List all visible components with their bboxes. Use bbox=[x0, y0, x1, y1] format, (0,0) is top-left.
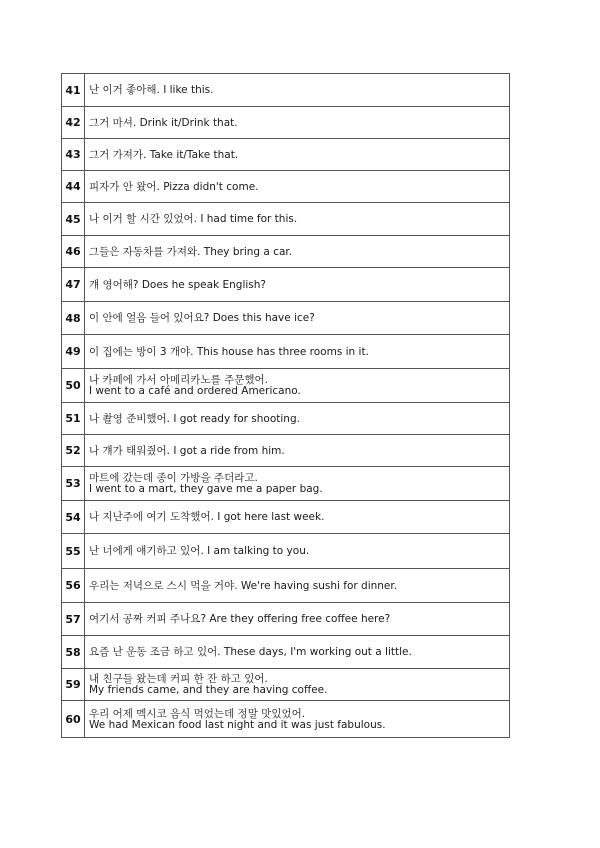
table-row bbox=[62, 335, 510, 369]
sentence-line: 나 이거 할 시간 있었어. I had time for this. bbox=[89, 213, 298, 225]
sentence-table-body bbox=[62, 74, 510, 738]
table-row bbox=[62, 369, 510, 403]
row-number: 55 bbox=[62, 534, 85, 569]
sentence-cell bbox=[85, 302, 510, 335]
row-number: 45 bbox=[62, 203, 85, 236]
table-row bbox=[62, 701, 510, 738]
row-number: 58 bbox=[62, 636, 85, 669]
sentence-line: 내 친구들 왔는데 커피 한 잔 하고 있어. bbox=[89, 673, 268, 685]
table-row bbox=[62, 669, 510, 701]
sentence-cell bbox=[85, 569, 510, 603]
row-number: 42 bbox=[62, 107, 85, 139]
sentence-line: 여기서 공짜 커피 주나요? Are they offering free coffee here? bbox=[89, 613, 391, 625]
sentence-line: 마트에 갔는데 종이 가방을 주더라고. bbox=[89, 472, 258, 484]
row-number: 56 bbox=[62, 569, 85, 603]
row-number: 54 bbox=[62, 501, 85, 534]
sentence-cell bbox=[85, 603, 510, 636]
sentence-line: 나 지난주에 여기 도착했어. I got here last week. bbox=[89, 511, 325, 523]
sentence-line-translation: We had Mexican food last night and it was just fabulous. bbox=[89, 718, 386, 731]
table-row bbox=[62, 467, 510, 501]
table-row bbox=[62, 603, 510, 636]
table-row bbox=[62, 534, 510, 569]
sentence-line: 이 집에는 방이 3 개야. This house has three rooms in it. bbox=[89, 345, 369, 358]
table-row bbox=[62, 501, 510, 534]
sentence-cell bbox=[85, 203, 510, 236]
sentence-line: 난 너에게 얘기하고 있어. I am talking to you. bbox=[89, 545, 310, 557]
row-number: 44 bbox=[62, 171, 85, 203]
sentence-cell bbox=[85, 501, 510, 534]
table-row bbox=[62, 403, 510, 435]
sentence-cell bbox=[85, 369, 510, 403]
table-row bbox=[62, 107, 510, 139]
table-row bbox=[62, 636, 510, 669]
sentence-line-translation: I went to a mart, they gave me a paper bag. bbox=[89, 483, 323, 495]
sentence-cell bbox=[85, 139, 510, 171]
sentence-cell bbox=[85, 636, 510, 669]
row-number: 51 bbox=[62, 403, 85, 435]
sentence-cell bbox=[85, 669, 510, 701]
row-number: 43 bbox=[62, 139, 85, 171]
sentence-cell bbox=[85, 435, 510, 467]
row-number: 59 bbox=[62, 669, 85, 701]
sentence-line: 피자가 안 왔어. Pizza didn't come. bbox=[89, 180, 259, 193]
row-number: 57 bbox=[62, 603, 85, 636]
table-row bbox=[62, 139, 510, 171]
sentence-cell bbox=[85, 467, 510, 501]
row-number: 60 bbox=[62, 701, 85, 738]
table-row bbox=[62, 171, 510, 203]
table-row bbox=[62, 302, 510, 335]
table-row bbox=[62, 236, 510, 268]
sentence-cell bbox=[85, 171, 510, 203]
table-row bbox=[62, 268, 510, 302]
row-number: 48 bbox=[62, 302, 85, 335]
sentence-cell bbox=[85, 236, 510, 268]
sentence-line: 나 카페에 가서 아메리카노를 주문했어. bbox=[89, 374, 268, 386]
row-number: 47 bbox=[62, 268, 85, 302]
row-number: 50 bbox=[62, 369, 85, 403]
sentence-table bbox=[61, 73, 510, 738]
sentence-line: 이 안에 얼음 들어 있어요? Does this have ice? bbox=[89, 312, 315, 324]
table-row bbox=[62, 203, 510, 236]
sentence-cell bbox=[85, 403, 510, 435]
sentence-cell bbox=[85, 335, 510, 369]
sentence-line: 나 걔가 태워줬어. I got a ride from him. bbox=[89, 444, 285, 457]
table-row bbox=[62, 569, 510, 603]
sentence-cell bbox=[85, 268, 510, 302]
row-number: 49 bbox=[62, 335, 85, 369]
sentence-line: 난 이거 좋아해. I like this. bbox=[89, 84, 214, 96]
sentence-line: 걔 영어해? Does he speak English? bbox=[89, 278, 266, 291]
sentence-cell bbox=[85, 107, 510, 139]
sentence-line: 요즘 난 운동 조금 하고 있어. These days, I'm working out a little. bbox=[89, 646, 412, 658]
row-number: 53 bbox=[62, 467, 85, 501]
table-row bbox=[62, 74, 510, 107]
table-row bbox=[62, 435, 510, 467]
sentence-line: 나 촬영 준비했어. I got ready for shooting. bbox=[89, 412, 300, 425]
row-number: 41 bbox=[62, 74, 85, 107]
sentence-line: 그들은 자동차를 가져와. They bring a car. bbox=[89, 245, 293, 258]
sentence-line: 그거 마셔. Drink it/Drink that. bbox=[89, 116, 238, 129]
row-number: 52 bbox=[62, 435, 85, 467]
sentence-line: 그거 가져가. Take it/Take that. bbox=[89, 148, 239, 161]
sentence-line-translation: I went to a café and ordered Americano. bbox=[89, 385, 301, 397]
row-number: 46 bbox=[62, 236, 85, 268]
sentence-line: 우리는 저녁으로 스시 먹을 거야. We're having sushi for dinner. bbox=[89, 579, 398, 592]
sentence-cell bbox=[85, 74, 510, 107]
sentence-cell bbox=[85, 701, 510, 738]
sentence-cell bbox=[85, 534, 510, 569]
sentence-line-translation: My friends came, and they are having coffee. bbox=[89, 684, 328, 696]
sentence-line: 우리 어제 멕시코 음식 먹었는데 정말 맛있었어. bbox=[89, 707, 306, 720]
